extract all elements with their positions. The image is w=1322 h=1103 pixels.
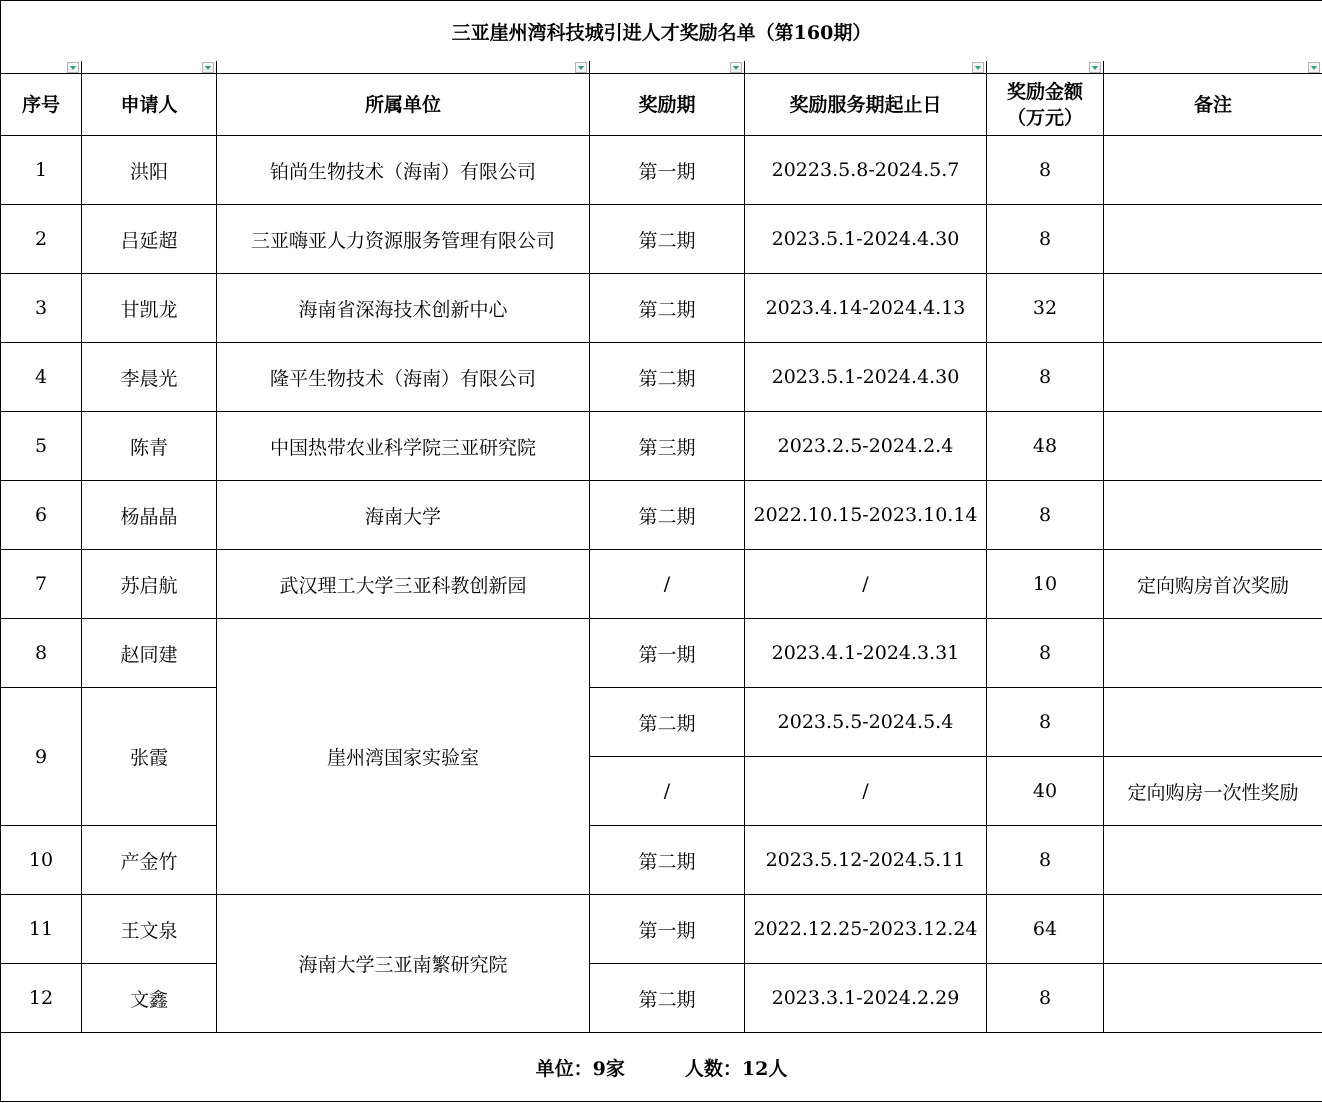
cell-seq: 10: [1, 826, 82, 895]
cell-service-dates: /: [745, 757, 987, 826]
header-seq: 序号: [1, 74, 82, 136]
cell-applicant: 产金竹: [82, 826, 217, 895]
header-applicant: 申请人: [82, 74, 217, 136]
filter-dropdown-icon[interactable]: [730, 62, 742, 73]
cell-period: 第一期: [590, 619, 745, 688]
cell-amount: 32: [987, 274, 1104, 343]
cell-applicant: 杨晶晶: [82, 481, 217, 550]
cell-service-dates: 2022.10.15-2023.10.14: [745, 481, 987, 550]
cell-seq: 2: [1, 205, 82, 274]
filter-dropdown-icon[interactable]: [575, 62, 587, 73]
table-row: [1, 964, 1322, 1033]
cell-remark: [1104, 205, 1322, 274]
cell-period: 第一期: [590, 136, 745, 205]
cell-service-dates: 2023.4.14-2024.4.13: [745, 274, 987, 343]
table-row: [1, 412, 1322, 481]
cell-amount: 8: [987, 826, 1104, 895]
cell-applicant: 陈青: [82, 412, 217, 481]
cell-remark: [1104, 274, 1322, 343]
cell-period: /: [590, 550, 745, 619]
cell-period: 第二期: [590, 826, 745, 895]
cell-period: /: [590, 757, 745, 826]
cell-seq: 6: [1, 481, 82, 550]
table-row: [1, 274, 1322, 343]
cell-service-dates: /: [745, 550, 987, 619]
header-amount-line1: 奖励金额: [1006, 80, 1083, 103]
filter-cell-unit: [217, 61, 590, 74]
cell-unit: 隆平生物技术（海南）有限公司: [217, 343, 590, 412]
cell-seq: 8: [1, 619, 82, 688]
filter-dropdown-icon[interactable]: [202, 62, 214, 73]
cell-unit: 铂尚生物技术（海南）有限公司: [217, 136, 590, 205]
cell-applicant: 洪阳: [82, 136, 217, 205]
cell-service-dates: 2023.5.12-2024.5.11: [745, 826, 987, 895]
cell-amount: 8: [987, 136, 1104, 205]
filter-cell-remark: [1104, 61, 1322, 74]
header-amount-line2: （万元）: [1006, 106, 1083, 129]
cell-service-dates: 2023.3.1-2024.2.29: [745, 964, 987, 1033]
cell-service-dates: 2023.5.1-2024.4.30: [745, 205, 987, 274]
cell-unit: 海南省深海技术创新中心: [217, 274, 590, 343]
cell-remark: [1104, 136, 1322, 205]
cell-seq: 3: [1, 274, 82, 343]
cell-remark: [1104, 481, 1322, 550]
cell-period: 第二期: [590, 205, 745, 274]
filter-row: [1, 61, 1322, 74]
cell-unit: 崖州湾国家实验室: [217, 619, 590, 895]
table-row: [1, 826, 1322, 895]
cell-service-dates: 2022.12.25-2023.12.24: [745, 895, 987, 964]
cell-service-dates: 20223.5.8-2024.5.7: [745, 136, 987, 205]
cell-amount: 8: [987, 205, 1104, 274]
cell-amount: 8: [987, 619, 1104, 688]
cell-seq: 9: [1, 688, 82, 826]
filter-cell-amount: [987, 61, 1104, 74]
cell-remark: [1104, 412, 1322, 481]
summary-footer: [1, 1033, 1322, 1102]
header-amount: [987, 74, 1104, 136]
cell-unit: 三亚嗨亚人力资源服务管理有限公司: [217, 205, 590, 274]
cell-applicant: 苏启航: [82, 550, 217, 619]
cell-amount: 8: [987, 481, 1104, 550]
cell-service-dates: 2023.2.5-2024.2.4: [745, 412, 987, 481]
filter-cell-dates: [745, 61, 987, 74]
cell-service-dates: 2023.4.1-2024.3.31: [745, 619, 987, 688]
header-unit: 所属单位: [217, 74, 590, 136]
cell-remark: [1104, 688, 1322, 757]
cell-amount: 48: [987, 412, 1104, 481]
table-row: [1, 343, 1322, 412]
table-row: [1, 895, 1322, 964]
header-row: [1, 74, 1322, 136]
cell-amount: 40: [987, 757, 1104, 826]
cell-unit: 武汉理工大学三亚科教创新园: [217, 550, 590, 619]
cell-service-dates: 2023.5.1-2024.4.30: [745, 343, 987, 412]
cell-period: 第三期: [590, 412, 745, 481]
filter-cell-applicant: [82, 61, 217, 74]
cell-seq: 5: [1, 412, 82, 481]
cell-service-dates: 2023.5.5-2024.5.4: [745, 688, 987, 757]
table-row: [1, 688, 1322, 757]
filter-dropdown-icon[interactable]: [1089, 62, 1101, 73]
filter-dropdown-icon[interactable]: [1308, 62, 1320, 73]
filter-dropdown-icon[interactable]: [67, 62, 79, 73]
cell-remark: [1104, 343, 1322, 412]
table-row: [1, 550, 1322, 619]
table-row: [1, 619, 1322, 688]
cell-seq: 4: [1, 343, 82, 412]
cell-period: 第二期: [590, 274, 745, 343]
cell-period: 第二期: [590, 481, 745, 550]
header-remark: 备注: [1104, 74, 1322, 136]
cell-remark: [1104, 619, 1322, 688]
table-row: [1, 136, 1322, 205]
cell-amount: 8: [987, 343, 1104, 412]
cell-period: 第二期: [590, 964, 745, 1033]
cell-applicant: 吕延超: [82, 205, 217, 274]
cell-seq: 12: [1, 964, 82, 1033]
cell-remark: [1104, 895, 1322, 964]
cell-remark: 定向购房一次性奖励: [1104, 757, 1322, 826]
cell-seq: 11: [1, 895, 82, 964]
filter-cell-seq: [1, 61, 82, 74]
cell-applicant: 王文泉: [82, 895, 217, 964]
cell-unit: 海南大学: [217, 481, 590, 550]
cell-applicant: 文鑫: [82, 964, 217, 1033]
filter-dropdown-icon[interactable]: [972, 62, 984, 73]
cell-unit: 中国热带农业科学院三亚研究院: [217, 412, 590, 481]
summary-units: 单位：9家: [535, 1057, 625, 1080]
cell-remark: [1104, 964, 1322, 1033]
cell-period: 第二期: [590, 688, 745, 757]
table-row: [1, 481, 1322, 550]
cell-applicant: 李晨光: [82, 343, 217, 412]
cell-applicant: 赵同建: [82, 619, 217, 688]
cell-seq: 1: [1, 136, 82, 205]
cell-seq: 7: [1, 550, 82, 619]
cell-period: 第一期: [590, 895, 745, 964]
cell-amount: 8: [987, 964, 1104, 1033]
cell-period: 第二期: [590, 343, 745, 412]
cell-applicant: 甘凯龙: [82, 274, 217, 343]
cell-amount: 8: [987, 688, 1104, 757]
filter-cell-period: [590, 61, 745, 74]
header-period: 奖励期: [590, 74, 745, 136]
cell-applicant: 张霞: [82, 688, 217, 826]
cell-remark: 定向购房首次奖励: [1104, 550, 1322, 619]
sheet-title: 三亚崖州湾科技城引进人才奖励名单（第160期）: [1, 1, 1322, 62]
table-row: [1, 205, 1322, 274]
cell-amount: 64: [987, 895, 1104, 964]
summary-people: 人数：12人: [684, 1057, 788, 1080]
cell-amount: 10: [987, 550, 1104, 619]
header-service-dates: 奖励服务期起止日: [745, 74, 987, 136]
cell-unit: 海南大学三亚南繁研究院: [217, 895, 590, 1033]
cell-remark: [1104, 826, 1322, 895]
